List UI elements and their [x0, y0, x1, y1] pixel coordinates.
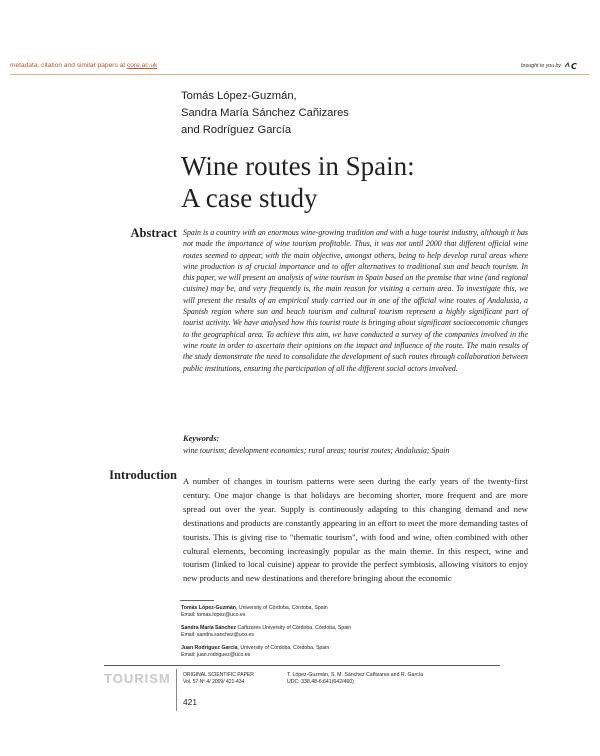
affiliation-item: [181, 645, 351, 659]
affiliation-divider: [180, 600, 214, 601]
paper-title: [181, 150, 415, 214]
core-prefix-text: metadata, citation and similar papers at: [10, 62, 127, 69]
paper-type: ORIGINAL SCIENTIFIC PAPER: [183, 672, 254, 678]
author-name: and Rodríguez García: [181, 124, 292, 136]
affiliation-name: Sandra María Sánchez: [181, 624, 237, 631]
affiliation-email: Email: sandra.sanchez@uco.es: [181, 632, 255, 639]
affiliation-detail: Cañizares University of Córdoba, Córdoba, Spain: [236, 624, 352, 631]
author-list: [181, 88, 349, 139]
introduction-text: A number of changes in tourism patterns were seen during the early years of the twenty-first century. One major change is that holidays are becoming shorter, more frequent and are more spread out over the year. Supply is continuously adapting to this changing demand and new destinations and products are constantly appearing in an effort to meet the more demanding tastes of tourists. This is giving rise to "thematic tourism", with food and wine, often combined with other cultural elements, becoming increasingly popular as the main theme. In this respect, wine and tourism (linked to local cuisine) appear to provide the perfect symbiosis, allowing visitors to enjoy new products and new destinations and therefore bringing about the economic: [183, 476, 528, 584]
affiliation-email: Email: tomas.lopez@uco.es: [181, 612, 246, 619]
affiliation-email: Email: juan.rodriguez@uco.es: [181, 652, 251, 659]
affiliation-item: [181, 625, 351, 639]
svg-text:C: C: [571, 62, 577, 70]
affiliation-item: [181, 605, 351, 619]
page-number: 421: [183, 697, 197, 707]
core-metadata-line: [10, 62, 157, 69]
footer-paper-info: [183, 672, 254, 685]
introduction-heading: Introduction: [109, 468, 177, 482]
affiliation-detail: , University of Córdoba, Córdoba, Spain: [237, 644, 330, 651]
affiliation-name: Juan Rodríguez García: [181, 644, 238, 651]
footer-divider: [104, 665, 500, 666]
keywords-label: Keywords:: [183, 434, 220, 443]
header-divider: [10, 74, 590, 75]
keywords-text: wine tourism; development economics; rural areas; tourist routes; Andalusia; Spain: [183, 446, 450, 455]
udc-code: UDC: 338.48-6:641(642/460): [287, 678, 354, 685]
affiliation-detail: , University of Córdoba, Córdoba, Spain: [235, 605, 328, 611]
footer-citation-info: [287, 672, 423, 685]
abstract-heading: Abstract: [130, 226, 177, 240]
abstract-text: Spain is a country with an enormous wine-growing tradition and with a huge tourist industry, although it has not made the importance of wine tourism profitable. Thus, it was not until 2000 that different official wine routes seemed to appear, with the main objective, amongst others, being to help develop rural areas where wine production is of crucial importance and to offer alternatives to traditional sun and beach tourism. In this paper, we will present an analysis of wine tourism in Spain based on the premise that wine (and regional cuisine) may be, and very frequently is, the main reason for visiting a certain area. To investigate this, we will present the results of an empirical study carried out in one of the official wine routes of Andalusia, a Spanish region where sun and beach tourism and cultural tourism represent a highly significant part of tourist activity. We have analysed how this tourist route is bringing about significant socioeconomic changes to the geographical area. To achieve this aim, we have conducted a survey of the companies involved in the wine route in order to ascertain their opinions on the impact and influence of the route. The main results of the study demonstrate the need to consolidate the development of such routes through collaboration between public institutions, ensuring the participation of all the different social actors involved.: [183, 228, 528, 373]
author-name: Sandra María Sánchez Cañizares: [181, 107, 349, 119]
title-line: Wine routes in Spain:: [181, 151, 415, 181]
journal-volume: Vol. 57 Nº 4/ 2009/ 421-434: [183, 678, 245, 685]
affiliation-name: Tomás López-Guzmán: [181, 605, 236, 611]
core-header-bar: [0, 58, 600, 76]
affiliation-list: [181, 605, 351, 665]
footer-vertical-divider: [176, 669, 177, 711]
core-logo-icon: [564, 61, 578, 70]
brought-by-text: brought to you by: [520, 62, 561, 69]
author-name: Tomás López-Guzmán,: [181, 90, 297, 102]
citation-authors: T. López-Guzmán, S. M. Sánchez Cañizares and R. García: [287, 672, 424, 678]
journal-logo: TOURISM: [104, 671, 171, 686]
brought-by-core[interactable]: [521, 61, 578, 70]
core-link[interactable]: core.ac.uk: [126, 62, 158, 69]
title-line: A case study: [181, 183, 318, 213]
